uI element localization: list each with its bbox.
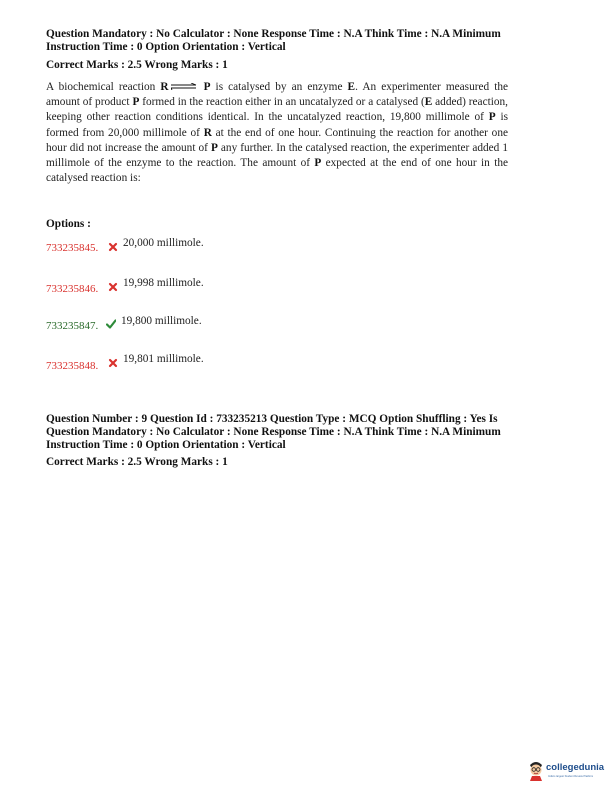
- option-text: 19,801 millimole.: [123, 353, 204, 365]
- enzyme-e: E: [347, 81, 356, 93]
- cross-icon: [108, 282, 118, 292]
- cross-icon: [108, 358, 118, 368]
- cross-icon: [108, 242, 118, 252]
- meta-line-1: Question Mandatory : No Calculator : None Response Time : N.A Think Time : N.A Minimum: [46, 28, 501, 40]
- option-item: [46, 237, 446, 257]
- option-item: [46, 277, 446, 297]
- option-id: 733235845.: [46, 242, 99, 254]
- option-id: 733235848.: [46, 360, 99, 372]
- option-text: 19,998 millimole.: [123, 277, 204, 289]
- question-meta: [46, 28, 566, 54]
- collegedunia-logo: [527, 758, 607, 784]
- equilibrium-arrow-icon: [171, 83, 197, 90]
- product-p: P: [203, 81, 211, 93]
- next-meta-line-2: Question Mandatory : No Calculator : None Response Time : N.A Think Time : N.A Minimum: [46, 426, 501, 438]
- option-item: [46, 353, 446, 373]
- mascot-icon: [527, 759, 545, 781]
- option-text: 20,000 millimole.: [123, 237, 204, 249]
- next-marks-line: Correct Marks : 2.5 Wrong Marks : 1: [46, 456, 228, 468]
- next-question-meta: [46, 413, 566, 452]
- question-text: A biochemical reaction R P is catalysed by an enzyme E. An experimenter measured the amount of product P formed in the reaction either in an uncatalyzed or a catalysed (E added) reaction, keeping other reaction conditions identical. In the uncatalyzed reaction, 19,800 millimole of P is formed from 20,000 millimole of R at the end of one hour. Continuing the reaction for another one hour did not increase the amount of P any further. In the catalysed reaction, the experimenter added 1 millimole of the enzyme to the reaction. The amount of P expected at the end of one hour in the catalysed reaction is:: [46, 81, 509, 185]
- checkmark-icon: [106, 319, 116, 329]
- next-meta-line-1: Question Number : 9 Question Id : 733235213 Question Type : MCQ Option Shuffling : Yes Is: [46, 413, 498, 425]
- next-meta-line-3: Instruction Time : 0 Option Orientation : Vertical: [46, 439, 286, 451]
- logo-wordmark: collegedunia: [546, 762, 605, 773]
- meta-line-2: Instruction Time : 0 Option Orientation : Vertical: [46, 41, 286, 53]
- option-id: 733235846.: [46, 283, 99, 295]
- option-id: 733235847.: [46, 320, 99, 332]
- option-text: 19,800 millimole.: [121, 315, 202, 327]
- reactant-r: R: [160, 81, 169, 93]
- logo-tagline: India's largest Student Review Platform: [548, 775, 594, 778]
- option-item: [46, 315, 446, 335]
- marks-line: Correct Marks : 2.5 Wrong Marks : 1: [46, 59, 228, 71]
- options-label: Options :: [46, 218, 91, 230]
